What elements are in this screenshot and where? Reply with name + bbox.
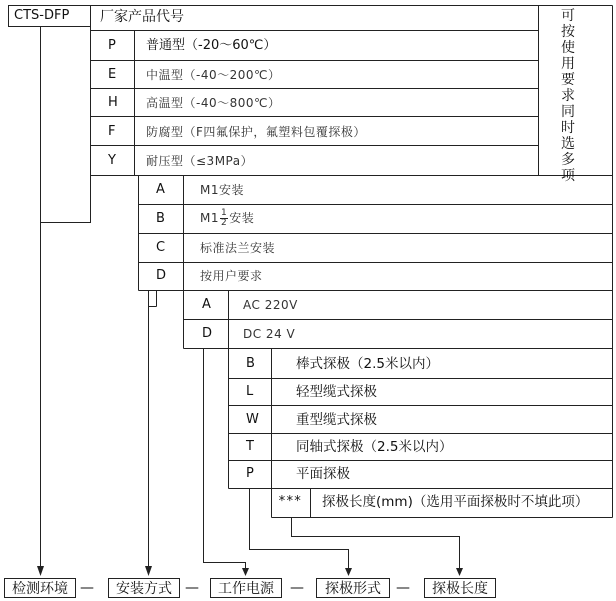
probe-code: P: [246, 466, 254, 481]
probe-code: W: [246, 412, 259, 427]
probe-desc: 轻型缆式探极: [296, 384, 377, 400]
probe-desc: 平面探极: [296, 466, 350, 482]
mount-code: B: [156, 211, 165, 226]
separator: —: [396, 580, 410, 596]
label-probe-type: 探极形式: [316, 578, 390, 598]
env-code: E: [108, 67, 117, 82]
mount-code: D: [156, 268, 167, 283]
env-desc: 高温型（-40～800℃）: [146, 96, 281, 110]
mount-desc: 标准法兰安装: [200, 241, 276, 255]
probe-desc: 重型缆式探极: [296, 412, 377, 428]
label-power: 工作电源: [210, 578, 282, 598]
label-probe-length: 探极长度: [424, 578, 496, 598]
power-code: D: [202, 326, 213, 341]
half-fraction: $\frac{1}{2}$: [221, 208, 228, 228]
env-desc: 普通型（-20～60℃）: [146, 38, 277, 53]
power-code: A: [202, 297, 211, 312]
env-desc: 防腐型（F四氟保护，氟塑料包覆探极）: [146, 125, 366, 139]
label-environment: 检测环境: [4, 578, 76, 598]
env-desc: 耐压型（≤3MPa）: [146, 154, 254, 168]
env-code: H: [108, 95, 118, 110]
mount-desc: M1安装: [200, 183, 244, 197]
power-desc: AC 220V: [243, 298, 298, 312]
product-code-label: 厂家产品代号: [100, 9, 184, 25]
probe-code: L: [246, 384, 254, 399]
env-code: P: [108, 38, 116, 53]
env-code: F: [108, 124, 116, 139]
separator: —: [185, 580, 199, 596]
separator: —: [80, 580, 94, 596]
mount-code: C: [156, 240, 166, 255]
side-note: 可按使用要求同时选多项: [561, 8, 575, 184]
length-desc: 探极长度(mm)（选用平面探极时不填此项）: [322, 494, 589, 510]
mount-desc: M1 $\frac{1}{2}$ 安装: [200, 208, 255, 228]
model-code: CTS-DFP: [14, 8, 70, 23]
env-code: Y: [108, 153, 116, 168]
label-mounting: 安装方式: [108, 578, 180, 598]
length-code: ***: [278, 494, 302, 509]
separator: —: [290, 580, 304, 596]
power-desc: DC 24 V: [243, 327, 296, 341]
probe-code: B: [246, 356, 255, 371]
env-desc: 中温型（-40～200℃）: [146, 68, 281, 82]
probe-desc: 棒式探极（2.5米以内）: [296, 356, 439, 372]
probe-code: T: [246, 439, 254, 454]
mount-desc: 按用户要求: [200, 269, 263, 283]
mount-code: A: [156, 182, 165, 197]
probe-desc: 同轴式探极（2.5米以内）: [296, 439, 453, 455]
